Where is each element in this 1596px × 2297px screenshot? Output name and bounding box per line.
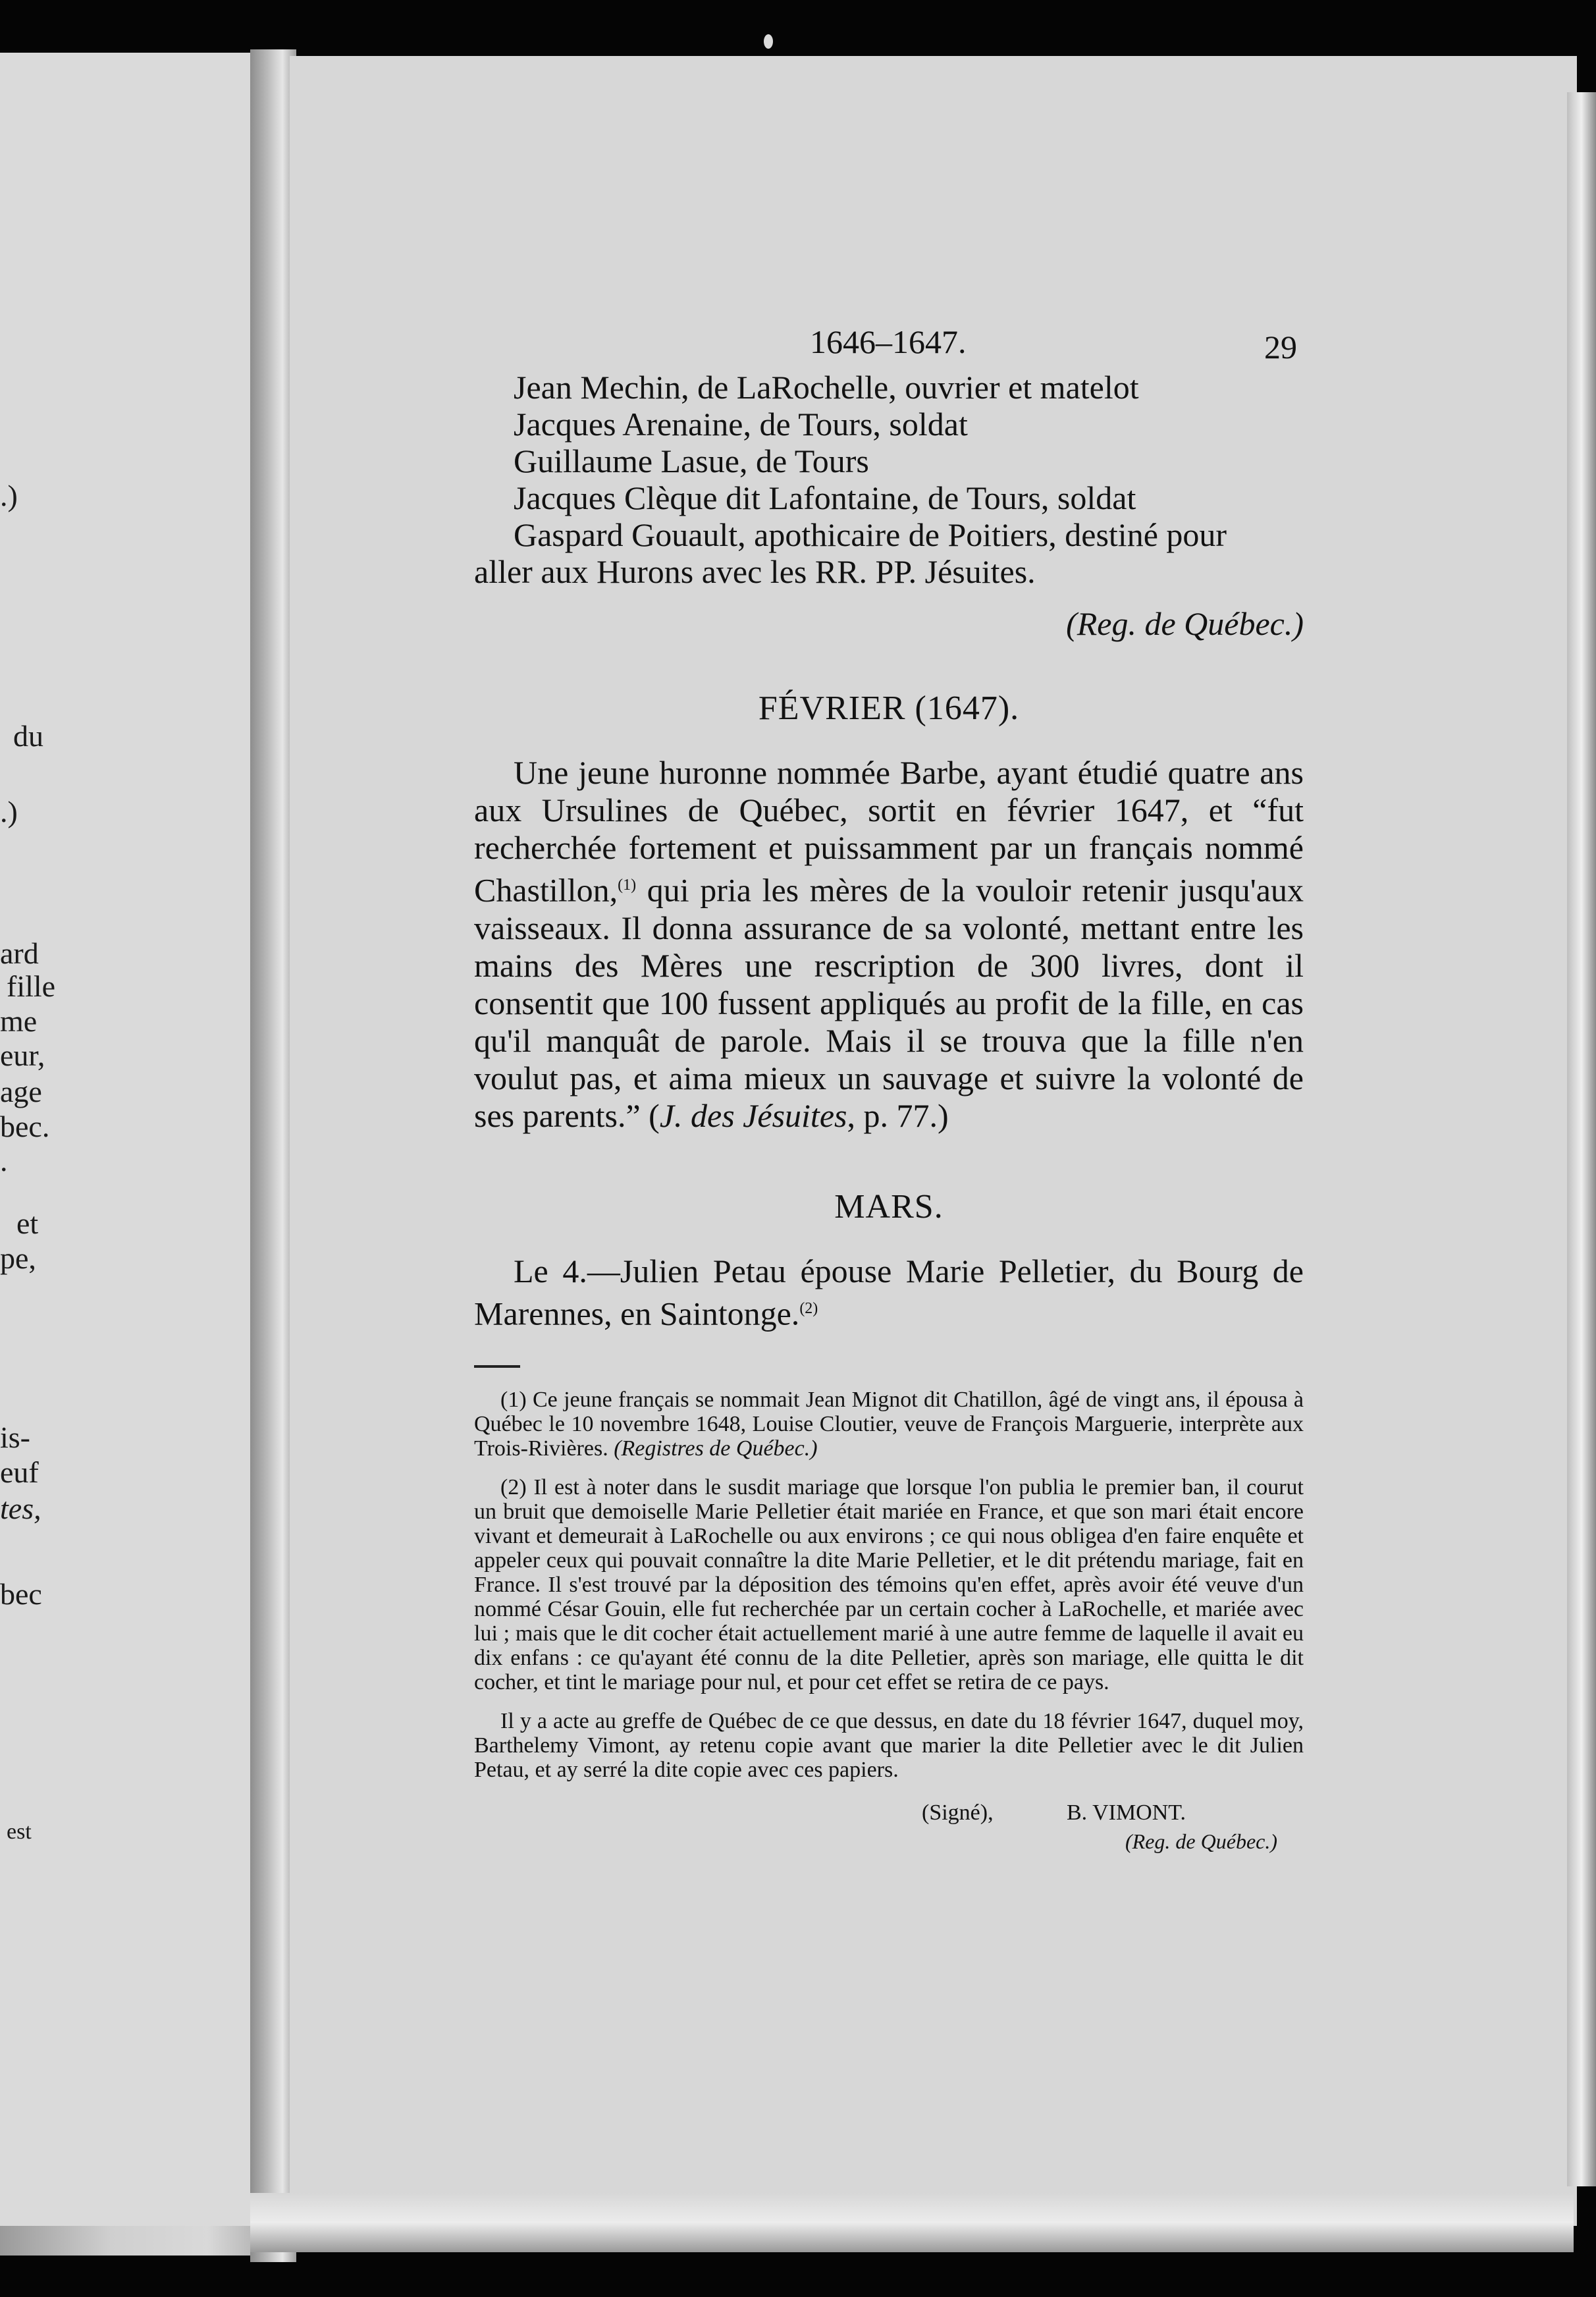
- left-fragment: tes,: [0, 1492, 41, 1525]
- paragraph-mars: [474, 1253, 1304, 1333]
- signature-name: B. VIMONT.: [1067, 1800, 1186, 1825]
- left-fragment: bec.: [0, 1110, 50, 1143]
- note-ref: (1): [618, 877, 637, 894]
- footnote-text: Il est à noter dans le susdit mariage que lorsque l'on publia le premier ban, il courut un bruit que demoiselle Marie Pelletier était mariée en France, et que son mari était encore vivant et demeurait à LaRochelle ou aux environs ; ce qui nous obligea d'en faire enquête et appeler ceux qui pouvait connaître la dite Marie Pelletier, et le dit prétendu mariage, fait en France. Il s'est trouvé par la déposition des témoins qu'en effet, après avoir été veuve d'un nommé César Gouin, elle fut recherchée par un certain cocher à LaRochelle, et mariée avec lui ; mais que le dit cocher était actuellement marié à une autre femme de laquelle il avait eu dix enfans : ce qu'ayant été connu de la dite Pelletier, après son mariage, elle quitta le dit cocher, et tint le mariage pour nul, et pour cet effet se retira de ce pays.: [474, 1475, 1304, 1695]
- list-line: Gaspard Gouault, apothicaire de Poitiers, destiné pour: [514, 516, 1227, 553]
- footnote-marker: (1): [500, 1388, 527, 1413]
- left-fragment: est: [7, 1820, 32, 1844]
- footnote-marker: (2): [500, 1475, 527, 1500]
- left-fragment: fille: [7, 969, 56, 1003]
- list-line: Jacques Arenaine, de Tours, soldat: [514, 406, 968, 443]
- heading-fevrier: FÉVRIER (1647).: [758, 689, 1020, 727]
- footnote-2-acte: Il y a acte au greffe de Québec de ce que dessus, en date du 18 février 1647, duquel moy, Barthelemy Vimont, ay retenu copie avant que marier la dite Pelletier avec le dit Julien Petau, et ay serré la dite copie avec ces papiers.: [474, 1709, 1304, 1783]
- left-fragment: ard: [0, 936, 39, 970]
- running-head: [474, 323, 1304, 369]
- note-ref: (2): [799, 1299, 818, 1317]
- list-continuation: aller aux Hurons avec les RR. PP. Jésuites.: [474, 553, 1036, 590]
- left-fragment: me: [0, 1004, 38, 1038]
- left-fragment: is-: [0, 1420, 30, 1454]
- left-fragment: pe,: [0, 1241, 36, 1275]
- left-fragment: euf: [0, 1455, 39, 1489]
- left-page: [0, 53, 257, 2226]
- citation-end: , p. 77.): [847, 1096, 949, 1134]
- paragraph-text: qui pria les mères de la vouloir retenir jusqu'aux vaisseaux. Il donna assurance de sa volonté, mettant entre les mains des Mères une rescription de 300 livres, dont il consentit que 100 fussent appliqués au profit de la fille, en cas qu'il manquât de parole. Mais il se trouva que la fille n'en voulut pas, et aima mieux un sauvage et suivre la volonté de ses parents.” (: [474, 871, 1304, 1134]
- footnote-source: (Registres de Québec.): [614, 1436, 818, 1461]
- left-fragment: .): [0, 795, 18, 828]
- left-fragment: bec: [0, 1577, 42, 1611]
- signe-label: (Signé),: [922, 1800, 994, 1825]
- heading-mars: MARS.: [834, 1187, 944, 1226]
- footnote-2: [474, 1475, 1304, 1694]
- left-fragment: age: [0, 1075, 42, 1108]
- footnote-text: Ce jeune français se nommait Jean Mignot dit Chatillon, âgé de vingt ans, il épousa à Québec le 10 novembre 1648, Louise Cloutier, veuve de François Marguerie, interprète aux Trois-Rivières.: [474, 1388, 1304, 1461]
- paragraph-text: Une jeune huronne nommée Barbe, ayant étudié quatre ans aux Ursulines de Québec, sortit en février 1647, et “fut recherchée fortement et puissamment par un français nommé Chastillon,: [474, 754, 1304, 909]
- right-page-edge: [1567, 92, 1596, 2186]
- signature-source: (Reg. de Québec.): [1125, 1829, 1277, 1854]
- list-line: Guillaume Lasue, de Tours: [514, 443, 869, 479]
- left-fragment: et: [16, 1206, 39, 1240]
- page-number: 29: [1264, 329, 1297, 365]
- left-fragment: eur,: [0, 1039, 45, 1072]
- page-content: [474, 323, 1304, 1854]
- list-line: Jean Mechin, de LaRochelle, ouvrier et matelot: [514, 369, 1139, 406]
- dust-speck: [764, 34, 773, 49]
- paragraph-fevrier: [474, 754, 1304, 1135]
- left-fragment: .): [0, 479, 18, 512]
- signature-line: [474, 1800, 1304, 1829]
- list-line: Jacques Clèque dit Lafontaine, de Tours, soldat: [514, 479, 1136, 516]
- left-fragment: du: [13, 719, 43, 753]
- footnote-rule: [474, 1365, 520, 1368]
- footnote-1: [474, 1388, 1304, 1461]
- paragraph-text: Le 4.—Julien Petau épouse Marie Pelletier, du Bourg de Marennes, en Saintonge.: [474, 1252, 1304, 1332]
- citation-title: J. des Jésuites: [659, 1096, 847, 1134]
- passenger-list: [474, 369, 1304, 643]
- page-bottom-edge: [250, 2193, 1574, 2252]
- left-fragment: .: [0, 1144, 8, 1177]
- running-title: 1646–1647.: [810, 323, 967, 360]
- list-source: (Reg. de Québec.): [1066, 605, 1304, 642]
